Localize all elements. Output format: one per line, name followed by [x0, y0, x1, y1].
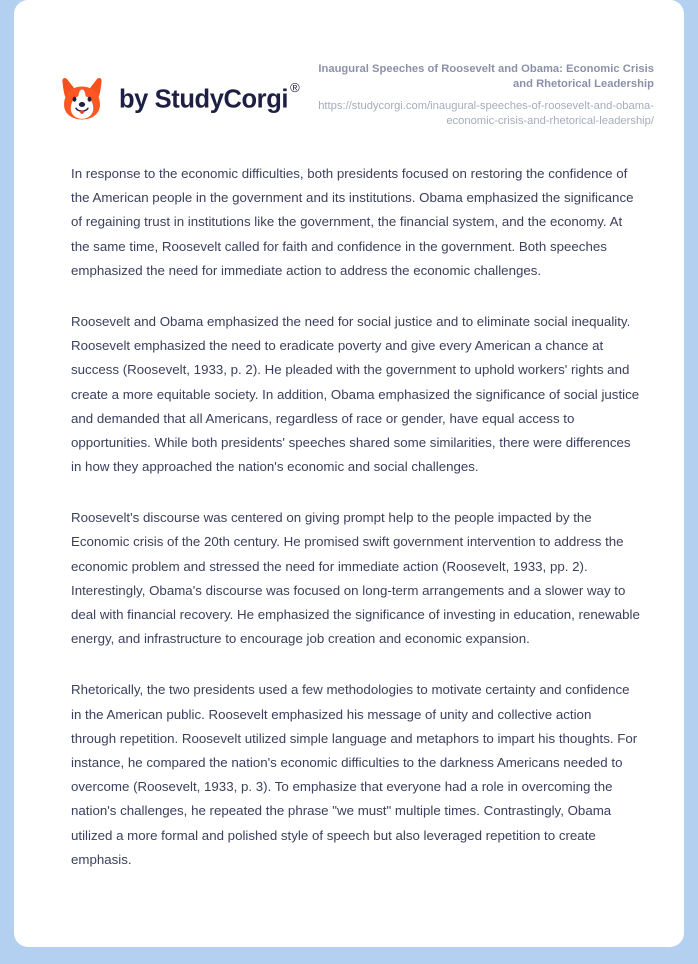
brand-logo[interactable]: [58, 62, 300, 124]
body-paragraph: Roosevelt's discourse was centered on giving prompt help to the people impacted by the Economic crisis of the 20th century. He promised swift government intervention to address the economic problem and stressed the need for immediate action (Roosevelt, 1933, pp. 2). Interestingly, Obama's discourse was focused on long-term arrangements and a slower way to deal with financial recovery. He emphasized the significance of investing in education, renewable energy, and infrastructure to encourage job creation and economic expansion.: [71, 510, 640, 647]
brand-name: [119, 80, 300, 114]
page-title: Inaugural Speeches of Roosevelt and Obama: Economic Crisis and Rhetorical Leadership: [318, 63, 654, 90]
source-url[interactable]: https://studycorgi.com/inaugural-speeches-of-roosevelt-and-obama-economic-crisis-and-rhetorical-leadership/: [318, 99, 654, 127]
body-paragraph: In response to the economic difficulties, both presidents focused on restoring the confidence of the American people in the government and its institutions. Obama emphasized the significance of regaining trust in institutions like the government, the financial system, and the economy. At the same time, Roosevelt called for faith and confidence in the government. Both speeches emphasized the need for immediate action to address the economic challenges.: [71, 166, 634, 278]
body-paragraph: Rhetorically, the two presidents used a few methodologies to motivate certainty and confidence in the American public. Roosevelt emphasized his message of unity and collective action through repetition. Roosevelt utilized simple language and metaphors to impart his thoughts. For instance, he compared the nation's economic difficulties to the darkness Americans needed to overcome (Roosevelt, 1933, p. 3). To emphasize that everyone had a role in overcoming the nation's challenges, he repeated the phrase "we must" multiple times. Contrastingly, Obama utilized a more formal and polished style of speech but also leveraged repetition to create emphasis.: [71, 682, 638, 867]
body-paragraph: Roosevelt and Obama emphasized the need for social justice and to eliminate social inequality. Roosevelt emphasized the need to eradicate poverty and give every American a chance at success (Roosevelt, 1933, p. 2). He pleaded with the government to uphold workers' rights and create a more equitable society. In addition, Obama emphasized the significance of social justice and demanded that all Americans, regardless of race or gender, have equal access to opportunities. While both presidents' speeches shared some similarities, there were differences in how they approached the nation's economic and social challenges.: [71, 313, 640, 475]
corgi-head-icon: [58, 76, 106, 124]
document-body: [14, 162, 684, 872]
document-page: [14, 0, 684, 947]
document-meta: [309, 62, 654, 129]
registered-trademark-icon: ®: [290, 80, 300, 95]
brand-name-text: by StudyCorgi: [119, 85, 289, 114]
document-header: [14, 0, 684, 129]
